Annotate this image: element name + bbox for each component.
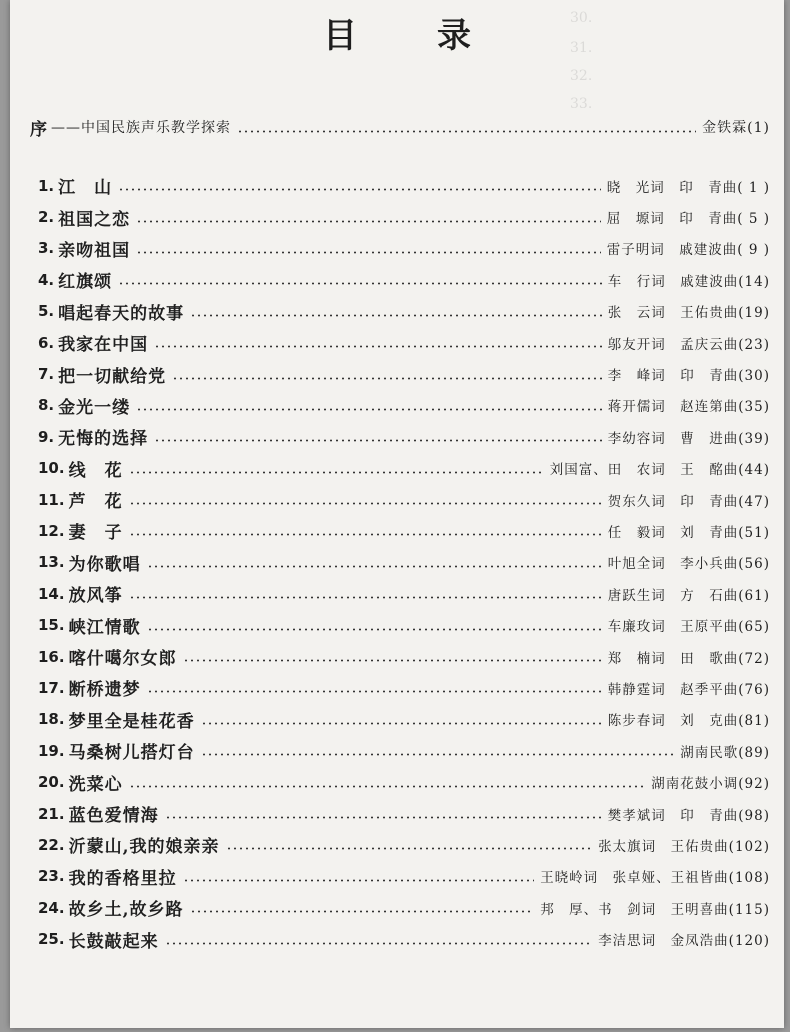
entry-number: 3. [38, 239, 55, 258]
song-title: 祖国之恋 [58, 209, 131, 230]
title-char: 录 [437, 16, 471, 56]
preface-mark: 序 [30, 119, 47, 140]
toc-entry [38, 453, 770, 484]
dot-leader [190, 314, 602, 317]
song-title: 洗菜心 [68, 774, 123, 795]
dot-leader [136, 251, 601, 254]
show-through-text: 32. [570, 68, 593, 84]
song-title: 故乡土,故乡路 [68, 900, 184, 921]
entry-number: 9. [38, 427, 55, 446]
song-title: 喀什噶尔女郎 [68, 649, 177, 670]
entry-number: 11. [38, 490, 65, 509]
entry-number: 13. [38, 553, 65, 572]
song-title: 断桥遗梦 [68, 680, 141, 701]
toc-entry [38, 484, 770, 515]
dot-leader [129, 533, 602, 536]
entry-number: 25. [38, 930, 65, 949]
entry-number: 7. [38, 365, 55, 384]
song-credit: 湖南花鼓小调(92) [651, 776, 770, 793]
song-title: 峡江情歌 [68, 617, 141, 638]
title-char: 目 [323, 16, 357, 56]
entry-number: 22. [38, 835, 65, 854]
song-credit: 唐跃生词 方 石曲(61) [607, 587, 770, 604]
dot-leader [129, 785, 646, 788]
song-title: 马桑树儿搭灯台 [68, 743, 195, 764]
toc-entry [38, 798, 770, 829]
entry-number: 6. [38, 333, 55, 352]
song-credit: 车廉玫词 王原平曲(65) [607, 619, 770, 636]
entry-number: 16. [38, 647, 65, 666]
entry-number: 2. [38, 208, 55, 227]
toc-entry [38, 923, 770, 954]
dot-leader [147, 565, 602, 568]
entry-number: 12. [38, 521, 65, 540]
dot-leader [147, 628, 602, 631]
toc-entry [38, 861, 770, 892]
show-through-text: 33. [570, 96, 593, 112]
show-through-text: 31. [570, 40, 593, 56]
song-credit: 李幼容词 曹 进曲(39) [607, 430, 770, 447]
dot-leader [118, 188, 601, 191]
dot-leader [118, 282, 602, 285]
song-title: 放风筝 [68, 586, 123, 607]
song-title: 唱起春天的故事 [58, 303, 185, 324]
toc-entry [38, 515, 770, 546]
toc-entry [38, 296, 770, 327]
song-title: 金光一缕 [58, 397, 131, 418]
song-title: 我的香格里拉 [68, 868, 177, 889]
song-credit: 郑 楠词 田 歌曲(72) [607, 650, 770, 667]
show-through-text: 30. [570, 10, 593, 26]
dot-leader [136, 220, 601, 223]
song-title: 蓝色爱情海 [68, 806, 159, 826]
dot-leader [201, 753, 675, 756]
song-credit: 李洁思词 金凤浩曲(120) [598, 933, 770, 950]
song-title: 沂蒙山,我的娘亲亲 [68, 837, 220, 858]
entry-number: 8. [38, 396, 55, 415]
entry-number: 4. [38, 270, 55, 289]
song-credit: 蒋开儒词 赵连第曲(35) [607, 399, 770, 416]
toc-entry [38, 390, 770, 421]
song-credit: 雷子明词 戚建波曲( 9 ) [606, 242, 770, 259]
entry-number: 15. [38, 616, 65, 635]
dot-leader [172, 377, 602, 380]
dot-leader [165, 816, 602, 819]
dot-leader [226, 847, 593, 850]
entry-number: 19. [38, 741, 65, 760]
dot-leader [129, 596, 602, 599]
toc-entry [38, 735, 770, 766]
toc-entry [38, 201, 770, 232]
song-title: 梦里全是桂花香 [68, 711, 195, 732]
dot-leader [183, 879, 535, 882]
entry-number: 18. [38, 710, 65, 729]
song-credit: 叶旭全词 李小兵曲(56) [607, 556, 770, 573]
entry-number: 21. [38, 804, 65, 823]
song-credit: 张 云词 王佑贵曲(19) [607, 305, 770, 322]
dot-leader [183, 659, 602, 662]
preface-title: ——中国民族声乐教学探索 [51, 120, 231, 136]
entry-number: 1. [38, 176, 55, 195]
song-credit: 邦 厚、书 剑词 王明喜曲(115) [540, 901, 770, 918]
song-title: 把一切献给党 [58, 366, 167, 387]
song-credit: 晓 光词 印 青曲( 1 ) [606, 179, 770, 196]
book-page [10, 0, 784, 1028]
song-credit: 贺东久词 印 青曲(47) [607, 493, 770, 510]
entry-number: 20. [38, 773, 65, 792]
toc-entry [38, 358, 770, 389]
dot-leader [190, 910, 535, 913]
toc-entry [38, 704, 770, 735]
toc-entry [38, 233, 770, 264]
song-credit: 陈步春词 刘 克曲(81) [607, 713, 770, 730]
page-title [10, 8, 784, 57]
toc-entry [38, 829, 770, 860]
toc-entry [38, 547, 770, 578]
toc-entries [38, 170, 770, 955]
song-title: 我家在中国 [58, 335, 149, 356]
entry-number: 17. [38, 678, 65, 697]
song-credit: 樊孝斌词 印 青曲(98) [607, 807, 770, 824]
song-credit: 邬友开词 孟庆云曲(23) [607, 336, 770, 353]
song-credit: 张太旗词 王佑贵曲(102) [598, 838, 770, 855]
song-credit: 任 毅词 刘 青曲(51) [607, 524, 770, 541]
entry-number: 5. [38, 302, 55, 321]
preface-credit: 金铁霖(1) [702, 120, 770, 136]
song-title: 芦 花 [68, 492, 123, 513]
toc-entry [38, 170, 770, 201]
song-credit: 湖南民歌(89) [680, 744, 770, 761]
song-title: 为你歌唱 [68, 554, 141, 575]
song-title: 江 山 [58, 178, 113, 199]
song-title: 线 花 [68, 460, 123, 481]
song-credit: 刘国富、田 农词 王 酩曲(44) [549, 462, 770, 479]
preface-entry [30, 116, 770, 138]
entry-number: 10. [38, 459, 65, 478]
song-title: 妻 子 [68, 523, 123, 544]
song-title: 长鼓敲起来 [68, 931, 159, 952]
toc-entry [38, 264, 770, 295]
dot-leader [237, 130, 696, 133]
dot-leader [165, 942, 593, 945]
song-title: 亲吻祖国 [58, 240, 131, 261]
song-credit: 屈 塬词 印 青曲( 5 ) [606, 211, 770, 228]
song-credit: 韩静霆词 赵季平曲(76) [607, 681, 770, 698]
entry-number: 24. [38, 898, 65, 917]
song-credit: 车 行词 戚建波曲(14) [607, 273, 770, 290]
song-title: 红旗颂 [58, 272, 113, 293]
song-credit: 王晓岭词 张卓娅、王祖皆曲(108) [540, 870, 770, 887]
dot-leader [201, 722, 602, 725]
toc-entry [38, 892, 770, 923]
toc-entry [38, 421, 770, 452]
entry-number: 23. [38, 867, 65, 886]
dot-leader [154, 439, 602, 442]
toc-entry [38, 672, 770, 703]
dot-leader [129, 471, 544, 474]
toc-entry [38, 578, 770, 609]
toc-entry [38, 609, 770, 640]
dot-leader [147, 690, 602, 693]
dot-leader [136, 408, 602, 411]
toc-entry [38, 641, 770, 672]
toc-entry [38, 327, 770, 358]
song-title: 无悔的选择 [58, 429, 149, 450]
entry-number: 14. [38, 584, 65, 603]
song-credit: 李 峰词 印 青曲(30) [607, 368, 770, 385]
dot-leader [154, 345, 602, 348]
dot-leader [129, 502, 602, 505]
toc-entry [38, 766, 770, 797]
